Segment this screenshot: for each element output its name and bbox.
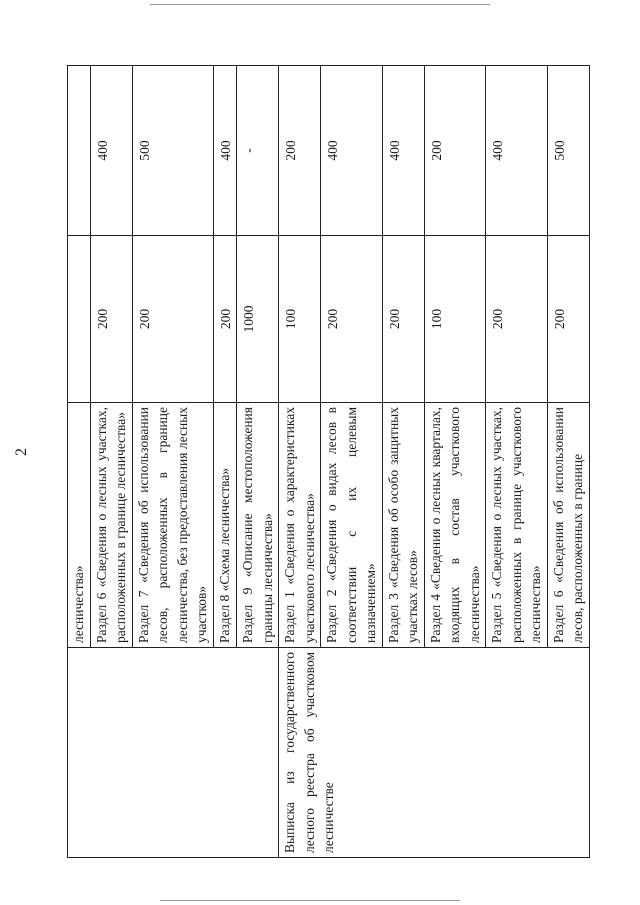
price-cell-1: 200 (382, 236, 424, 403)
price-cell-2: 200 (279, 66, 321, 236)
price-cell-2: 400 (321, 66, 383, 236)
section-cell: Раздел 6 «Сведения о лесных участках, расположенных в границе лесничества» (90, 403, 132, 648)
price-cell-2 (68, 66, 91, 236)
price-cell-2: 400 (382, 66, 424, 236)
section-cell: лесничества» (68, 403, 91, 648)
price-cell-1: 200 (132, 236, 213, 403)
price-cell-1: 200 (213, 236, 237, 403)
price-cell-2: 200 (424, 66, 486, 236)
price-cell-2: 400 (486, 66, 548, 236)
section-cell: Раздел 7 «Сведения об использовании лесов, расположенных в границе лесничества, без предоставления лесных участков» (132, 403, 213, 648)
price-cell-1: 200 (321, 236, 383, 403)
fee-table (67, 65, 590, 858)
price-cell-2: 400 (90, 66, 132, 236)
price-cell-1: 100 (424, 236, 486, 403)
section-cell: Раздел 5 «Сведения о лесных участках, расположенных в границе участкового лесничества» (486, 403, 548, 648)
section-cell: Раздел 3 «Сведения об особо защитных участках лесов» (382, 403, 424, 648)
table-row (68, 66, 91, 858)
scan-artifact (150, 4, 490, 5)
price-cell-2: - (237, 66, 279, 236)
page-number: 2 (13, 448, 30, 456)
price-cell-1: 100 (279, 236, 321, 403)
price-cell-1: 200 (90, 236, 132, 403)
rotated-table-container (67, 66, 585, 858)
price-cell-1: 200 (486, 236, 548, 403)
section-cell: Раздел 6 «Сведения об использовании лесов, расположенных в границе (547, 403, 589, 648)
price-cell-1 (68, 236, 91, 403)
section-cell: Раздел 8 «Схема лесничества» (213, 403, 237, 648)
document-type-cell (68, 648, 279, 858)
price-cell-1: 200 (547, 236, 589, 403)
section-cell: Раздел 4 «Сведения о лесных кварталах, входящих в состав участкового лесничества» (424, 403, 486, 648)
price-cell-1: 1000 (237, 236, 279, 403)
price-cell-2: 500 (132, 66, 213, 236)
price-cell-2: 400 (213, 66, 237, 236)
price-cell-2: 500 (547, 66, 589, 236)
scan-artifact (160, 900, 460, 901)
section-cell: Раздел 9 «Описание местоположения границы лесничества» (237, 403, 279, 648)
section-cell: Раздел 1 «Сведения о характеристиках участкового лесничества» (279, 403, 321, 648)
table-row (279, 66, 321, 858)
section-cell: Раздел 2 «Сведения о видах лесов в соответствии с их целевым назначением» (321, 403, 383, 648)
document-type-cell: Выписка из государственного лесного реестра об участковом лесничестве (279, 648, 590, 858)
